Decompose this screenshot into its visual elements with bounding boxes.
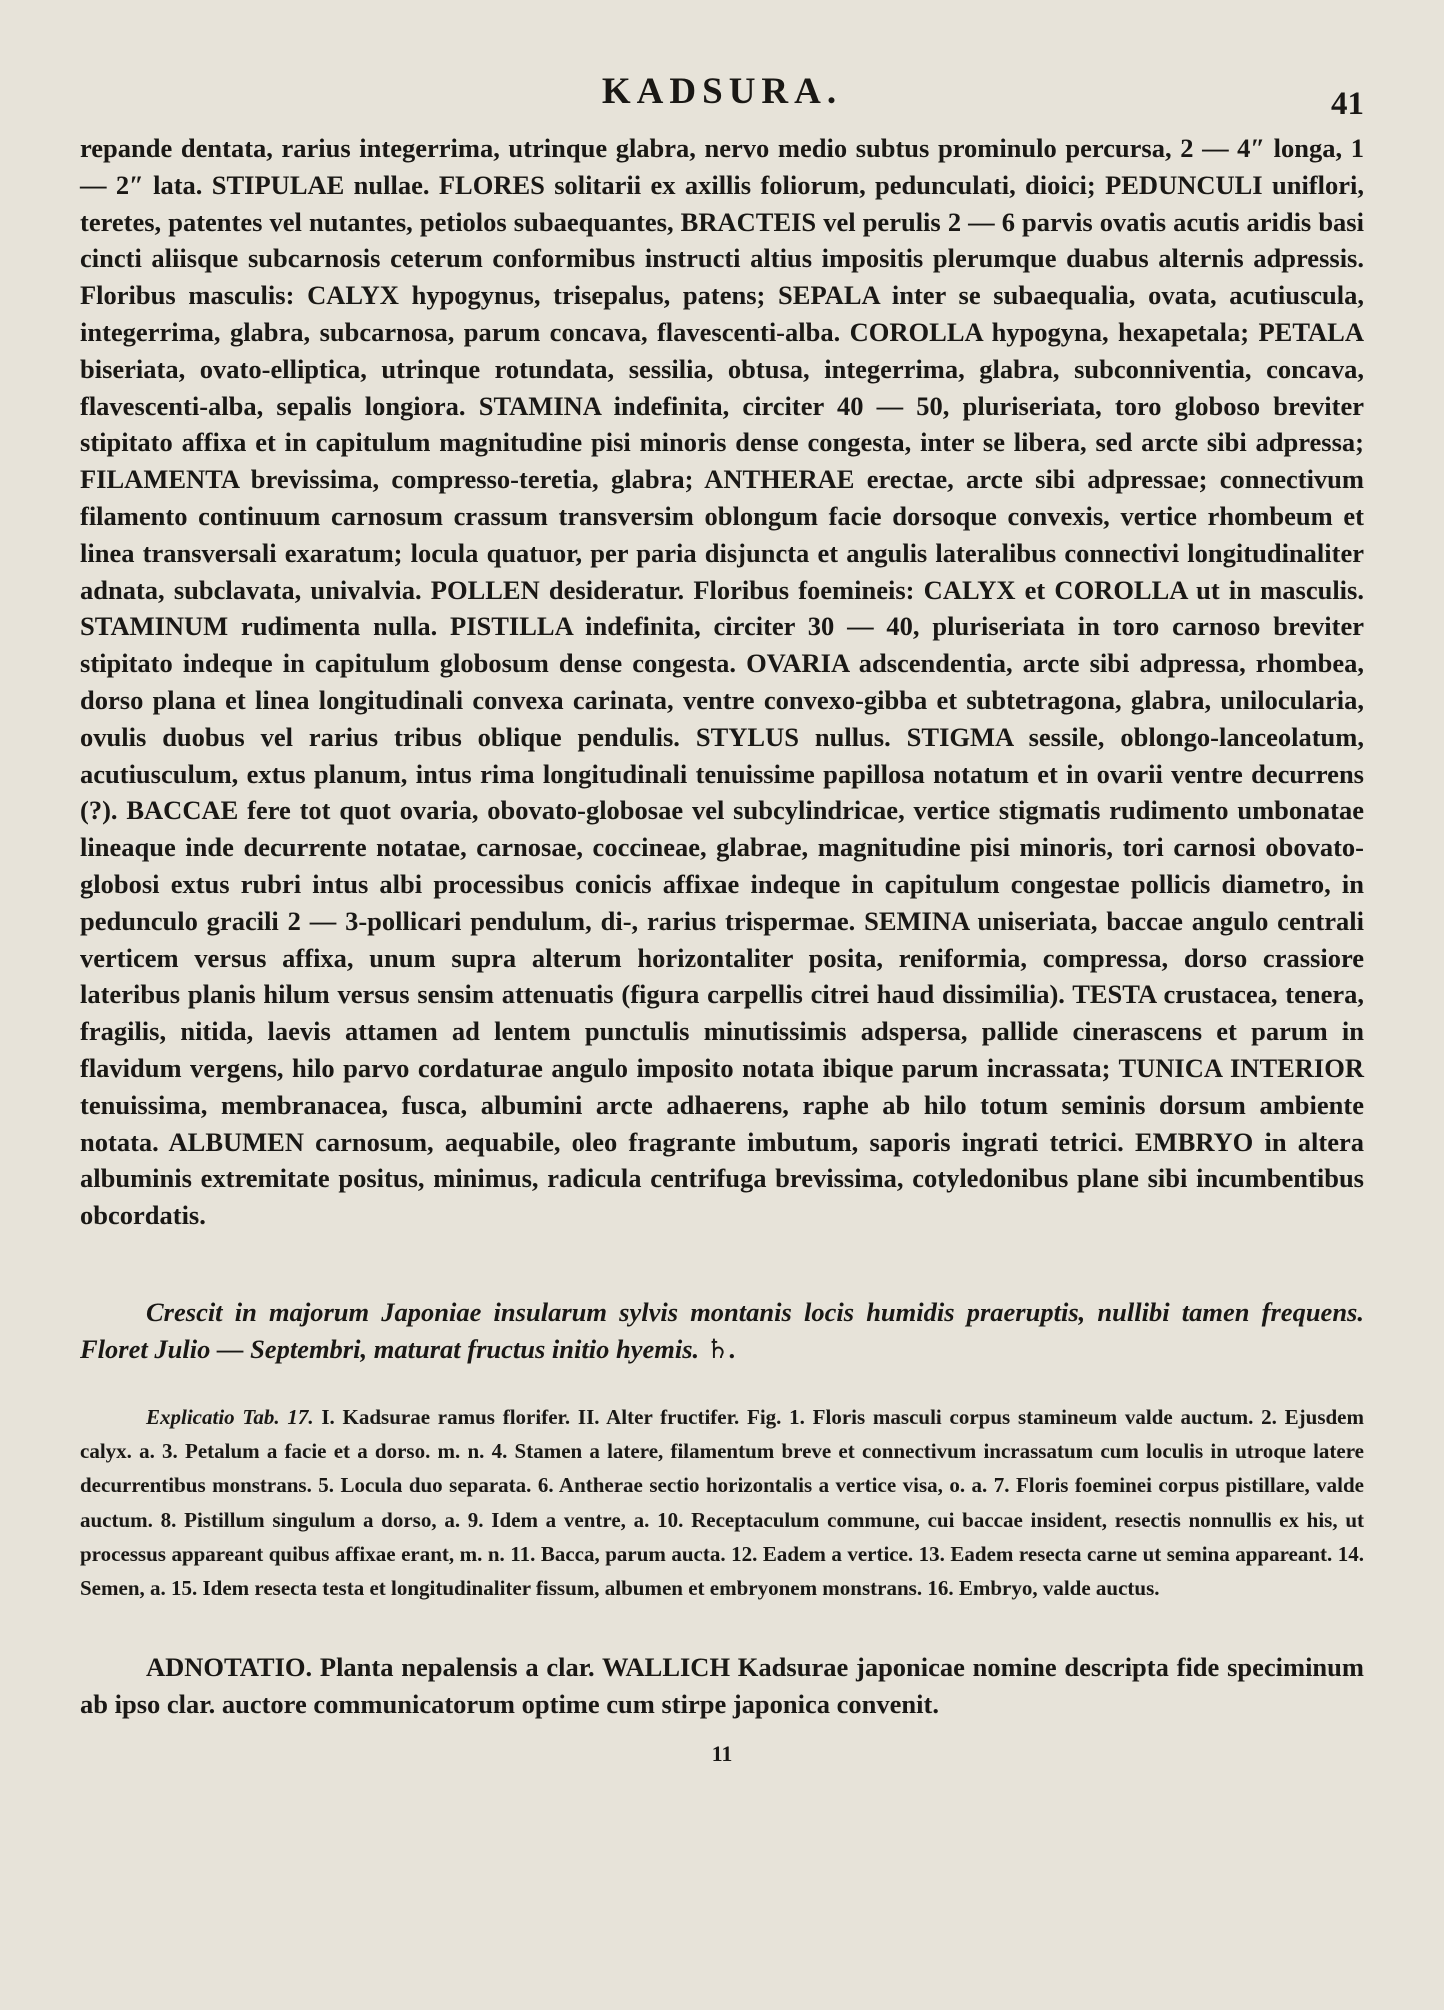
signature-mark: 11 — [711, 1741, 733, 1767]
running-head — [80, 70, 1364, 130]
plate-explanation-text: I. Kadsurae ramus florifer. II. Alter fructifer. Fig. 1. Floris masculi corpus stamineum valde auctum. 2. Ejusdem calyx. a. 3. Petalum a facie et a dorso. m. n. 4. Stamen a latere, filamentum breve et connectivum incrassatum cum loculis in utroque latere decurrentibus monstrans. 5. Locula duo separata. 6. Antherae sectio horizontalis a vertice visa, o. a. 7. Floris foeminei corpus pistillare, valde auctum. 8. Pistillum singulum a dorso, a. 9. Idem a ventre, a. 10. Receptaculum commune, cui baccae insident, resectis nonnullis ex his, ut processus appareant quibus affixae erant, m. n. 11. Bacca, parum aucta. 12. Eadem a vertice. 13. Eadem resecta carne ut semina appareant. 14. Semen, a. 15. Idem resecta testa et longitudinaliter fissum, albumen et embryonem monstrans. 16. Embryo, valde auctus. — [80, 1404, 1364, 1600]
description-paragraph: repande dentata, rarius integerrima, utrinque glabra, nervo medio subtus prominulo percursa, 2 — 4″ longa, 1 — 2″ lata. STIPULAE nullae. FLORES solitarii ex axillis foliorum, pedunculati, dioici; PEDUNCULI uniflori, teretes, patentes vel nutantes, petiolos subaequantes, BRACTEIS vel perulis 2 — 6 parvis ovatis acutis aridis basi cincti aliisque subcarnosis ceterum conformibus instructi altius impositis plerumque duabus alternis adpressis. Floribus masculis: CALYX hypogynus, trisepalus, patens; SEPALA inter se subaequalia, ovata, acutiuscula, integerrima, glabra, subcarnosa, parum concava, flavescenti-alba. COROLLA hypogyna, hexapetala; PETALA biseriata, ovato-elliptica, utrinque rotundata, sessilia, obtusa, integerrima, glabra, subconniventia, concava, flavescenti-alba, sepalis longiora. STAMINA indefinita, circiter 40 — 50, pluriseriata, toro globoso breviter stipitato affixa et in capitulum magnitudine pisi minoris dense congesta, inter se libera, sed arcte sibi adpressa; FILAMENTA brevissima, compresso-teretia, glabra; ANTHERAE erectae, arcte sibi adpressae; connectivum filamento continuum carnosum crassum transversim oblongum facie dorsoque convexis, vertice rhombeum et linea transversali exaratum; locula quatuor, per paria disjuncta et angulis lateralibus connectivi longitudinaliter adnata, subclavata, univalvia. POLLEN desideratur. Floribus foemineis: CALYX et COROLLA ut in masculis. STAMINUM rudimenta nulla. PISTILLA indefinita, circiter 30 — 40, pluriseriata in toro carnoso breviter stipitato indeque in capitulum globosum dense congesta. OVARIA adscendentia, arcte sibi adpressa, rhombea, dorso plana et linea longitudinali convexa carinata, ventre convexo-gibba et subtetragona, glabra, unilocularia, ovulis duobus vel rarius tribus oblique pendulis. STYLUS nullus. STIGMA sessile, oblongo-lanceolatum, acutiusculum, extus planum, intus rima longitudinali tenuissime papillosa notatum et in ovarii ventre decurrens (?). BACCAE fere tot quot ovaria, obovato-globosae vel subcylindricae, vertice stigmatis rudimento umbonatae lineaque inde decurrente notatae, carnosae, coccineae, glabrae, magnitudine pisi minoris, tori carnosi obovato-globosi extus rubri intus albi processibus conicis affixae indeque in capitulum congestae pollicis diametro, in pedunculo gracili 2 — 3-pollicari pendulum, di-, rarius trispermae. SEMINA uniseriata, baccae angulo centrali verticem versus affixa, unum supra alterum horizontaliter posita, reniformia, compressa, dorso crassiore lateribus planis hilum versus sensim attenuatis (figura carpellis citrei haud dissimilia). TESTA crustacea, tenera, fragilis, nitida, laevis attamen ad lentem punctulis minutissimis adspersa, pallide cinerascens et parum in flavidum vergens, hilo parvo cordaturae angulo imposito notata ibique parum incrassata; TUNICA INTERIOR tenuissima, membranacea, fusca, albumini arcte adhaerens, raphe ab hilo totum seminis dorsum ambiente notata. ALBUMEN carnosum, aequabile, oleo fragrante imbutum, saporis ingrati tetrici. EMBRYO in altera albuminis extremitate positus, minimus, radicula centrifuga brevissima, cotyledonibus plane sibi incumbentibus obcordatis. — [80, 133, 1364, 1231]
annotation-paragraph: ADNOTATIO. Planta nepalensis a clar. WALLICH Kadsurae japonicae nomine descripta fide speciminum ab ipso clar. auctore communicatorum optime cum stirpe japonica convenit. — [80, 1652, 1364, 1720]
plate-explanation-lead: Explicatio Tab. 17. — [146, 1404, 314, 1429]
page-number: 41 — [1331, 86, 1364, 122]
description-text — [80, 130, 1364, 1234]
habitat-paragraph: Crescit in majorum Japoniae insularum sylvis montanis locis humidis praeruptis, nullibi tamen frequens. Floret Julio — Septembri, maturat fructus initio hyemis. ♄. — [80, 1296, 1364, 1364]
plate-explanation — [80, 1400, 1364, 1605]
running-title: KADSURA. — [601, 71, 843, 112]
